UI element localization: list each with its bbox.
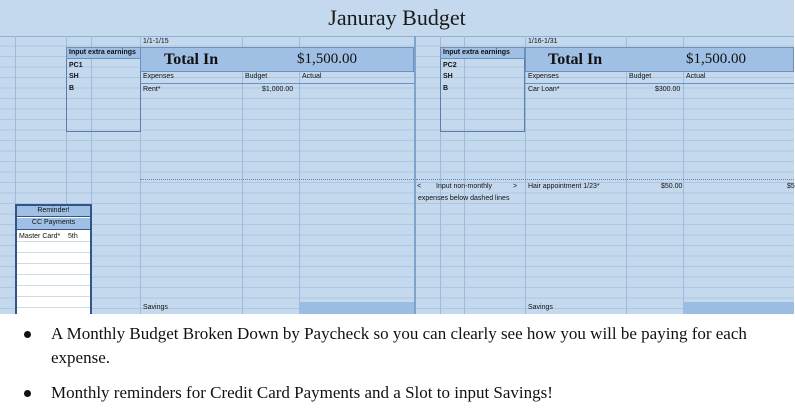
reminder-card-due: 5th bbox=[68, 233, 78, 240]
reminder-subtitle: CC Payments bbox=[17, 218, 90, 230]
right-expense-name: Car Loan* bbox=[528, 86, 560, 93]
grid-column-line bbox=[683, 36, 684, 314]
note-line-2: expenses below dashed lines bbox=[418, 195, 510, 202]
note-arrow-left: < bbox=[417, 183, 422, 190]
right-extra-earnings-box bbox=[440, 47, 525, 132]
grid-column-line bbox=[525, 36, 526, 314]
grid-column-line bbox=[414, 36, 416, 314]
description-list bbox=[0, 314, 794, 410]
right-nonmonthly-budget: $50.00 bbox=[661, 183, 683, 190]
left-extra-earnings-box bbox=[66, 47, 141, 132]
left-col-budget: Budget bbox=[245, 73, 268, 80]
left-total-value: $1,500.00 bbox=[297, 51, 357, 67]
sheet-title: Januray Budget bbox=[0, 0, 794, 37]
right-nonmonthly-actual-clipped: $5 bbox=[787, 183, 795, 190]
left-extra-earnings-header: Input extra earnings bbox=[66, 47, 141, 59]
description-text: A Monthly Budget Broken Down by Paycheck so you can clearly see how you will be paying for each expense. bbox=[51, 324, 747, 367]
right-earner-sh: SH bbox=[443, 73, 453, 80]
right-total-in-bar bbox=[525, 47, 794, 72]
description-text: Monthly reminders for Credit Card Payments and a Slot to input Savings! bbox=[51, 383, 553, 402]
left-total-label: Total In bbox=[164, 51, 219, 68]
right-nonmonthly-name: Hair appointment 1/23* bbox=[528, 183, 600, 190]
right-header-rule bbox=[525, 83, 794, 84]
left-earner-b: B bbox=[69, 85, 75, 92]
right-col-actual: Actual bbox=[686, 73, 706, 80]
note-line-1: Input non-monthly bbox=[436, 183, 493, 190]
reminder-card-name: Master Card* bbox=[19, 233, 61, 240]
grid-column-line bbox=[242, 36, 243, 314]
left-header-rule bbox=[140, 83, 414, 84]
left-col-actual: Actual bbox=[302, 73, 322, 80]
right-expense-budget: $300.00 bbox=[655, 86, 681, 93]
grid-column-line bbox=[299, 36, 300, 314]
reminder-rows bbox=[17, 231, 90, 316]
right-col-expenses: Expenses bbox=[528, 73, 559, 80]
right-savings-input[interactable] bbox=[683, 302, 794, 314]
left-earner-pc1: PC1 bbox=[69, 62, 83, 69]
right-savings-label: Savings bbox=[528, 304, 553, 311]
right-total-value: $1,500.00 bbox=[686, 51, 746, 67]
bullet-icon bbox=[24, 331, 31, 338]
left-savings-input[interactable] bbox=[299, 302, 414, 314]
left-col-expenses: Expenses bbox=[143, 73, 174, 80]
left-expense-budget: $1,000.00 bbox=[262, 86, 294, 93]
right-dashed-divider bbox=[416, 179, 794, 180]
cc-reminder-box bbox=[15, 204, 92, 314]
note-arrow-right: > bbox=[513, 183, 518, 190]
left-earner-sh: SH bbox=[69, 73, 79, 80]
left-expense-name: Rent* bbox=[143, 86, 161, 93]
bullet-icon bbox=[24, 390, 31, 397]
right-earner-b: B bbox=[443, 85, 449, 92]
left-savings-label: Savings bbox=[143, 304, 168, 311]
right-col-budget: Budget bbox=[629, 73, 652, 80]
grid-column-line bbox=[626, 36, 627, 314]
left-dashed-divider bbox=[140, 179, 414, 180]
right-extra-earnings-header: Input extra earnings bbox=[440, 47, 525, 59]
right-earner-pc2: PC2 bbox=[443, 62, 457, 69]
left-total-in-bar bbox=[140, 47, 414, 72]
left-date-range: 1/1-1/15 bbox=[143, 38, 169, 45]
reminder-title: Reminder! bbox=[17, 206, 90, 217]
right-total-label: Total In bbox=[548, 51, 603, 68]
right-date-range: 1/16-1/31 bbox=[528, 38, 558, 45]
